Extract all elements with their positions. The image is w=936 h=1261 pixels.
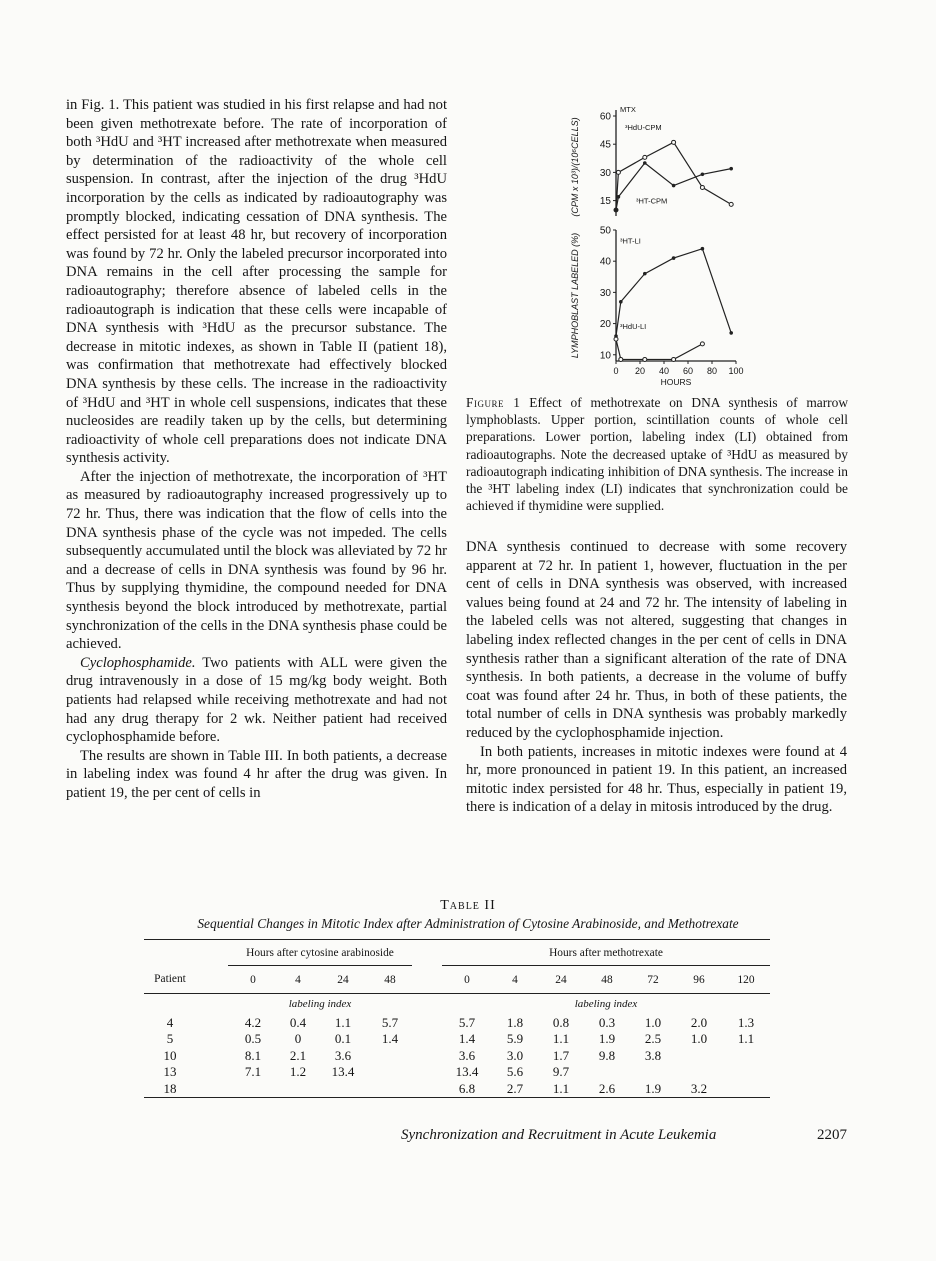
ht-li-point: [729, 331, 733, 335]
table-cell: 1.3: [737, 1014, 755, 1030]
table-cell: 0.8: [552, 1014, 570, 1030]
table-cell: 13.4: [331, 1064, 355, 1080]
table-cell: 2.5: [644, 1031, 662, 1047]
y-tick-label: 15: [599, 196, 611, 208]
column-header: 24: [337, 973, 349, 986]
table-cell: 1.0: [644, 1014, 662, 1030]
paragraph: The results are shown in Table III. In both patients, a decrease in labeling index was found 4 hr after the drug was given. In patient 19, the per cent of cells in: [66, 747, 447, 801]
y-tick-label: 50: [599, 225, 611, 237]
right-column: [466, 538, 847, 817]
series-label: ³HT-CPM: [636, 196, 668, 206]
table-cell: [676, 1048, 722, 1065]
patient-id: 13: [163, 1064, 177, 1080]
figure-1: [548, 88, 858, 388]
mtx-label: MTX: [620, 105, 636, 114]
hdu-li-point: [614, 337, 618, 341]
ht-cpm-point: [729, 167, 733, 171]
hdu-li-point: [643, 357, 647, 361]
paragraph-cyclophosphamide: [66, 654, 447, 747]
column-header-patient: Patient: [154, 973, 186, 986]
hdu-li-line: [616, 339, 702, 359]
hdu-cpm-point: [643, 155, 647, 159]
column-header: 48: [601, 973, 613, 986]
table-ii: [144, 939, 770, 1098]
x-tick-label: 100: [728, 366, 744, 376]
ht-li-point: [701, 247, 705, 251]
y-tick-label: 20: [599, 319, 611, 331]
ht-cpm-point: [672, 184, 676, 188]
table-body: [144, 1015, 770, 1098]
ht-li-point: [672, 256, 676, 260]
table-cell: 0.1: [334, 1031, 352, 1047]
caption-label: Figure 1: [466, 395, 521, 410]
table-cell: 5.7: [381, 1014, 399, 1030]
table-cell: 1.4: [381, 1031, 399, 1047]
y-tick-label: 60: [599, 111, 611, 123]
patient-id: 18: [163, 1080, 177, 1096]
y-tick-label: 10: [599, 350, 611, 362]
section-heading: Cyclophosphamide.: [80, 654, 196, 671]
series-label: ³HdU-LI: [620, 321, 647, 331]
column-header: 0: [250, 973, 256, 986]
ht-cpm-point: [614, 208, 618, 212]
table-cell: [318, 1081, 368, 1098]
x-tick-label: 60: [682, 366, 694, 376]
table-cell: 1.1: [552, 1031, 570, 1047]
table-cell: [584, 1064, 630, 1081]
page-number: 2207: [817, 1127, 847, 1143]
table-cell: 0.3: [598, 1014, 616, 1030]
table-cell: 7.1: [244, 1064, 262, 1080]
y-tick-label: 30: [599, 167, 611, 179]
table-cell: 2.0: [690, 1014, 708, 1030]
hdu-cpm-line: [616, 142, 731, 210]
table-cell: 9.8: [598, 1047, 616, 1063]
table-cell: 3.2: [690, 1080, 708, 1096]
table-cell: 2.7: [506, 1080, 524, 1096]
table-subtitle: Sequential Changes in Mitotic Index after Administration of Cytosine Arabinoside, and Methotrexate: [197, 916, 739, 931]
table-cell: 8.1: [244, 1047, 262, 1063]
table-cell: 0.4: [289, 1014, 307, 1030]
table-cell: 4.2: [244, 1014, 262, 1030]
table-cell: [630, 1064, 676, 1081]
series-label: ³HdU-CPM: [625, 123, 662, 132]
table-cell: 5.9: [506, 1031, 524, 1047]
ht-cpm-point: [643, 161, 647, 165]
table-cell: 3.0: [506, 1047, 524, 1063]
hdu-cpm-point: [616, 170, 620, 174]
group-header-ara: Hours after cytosine arabinoside: [228, 940, 412, 966]
column-header: 120: [737, 973, 755, 986]
y-tick-label: 40: [599, 256, 611, 268]
patient-id: 4: [166, 1014, 174, 1030]
table-cell: 1.9: [644, 1080, 662, 1096]
lower-y-axis-label: LYMPHOBLAST LABELED (%): [570, 232, 580, 359]
table-cell: [368, 1048, 412, 1065]
table-row: [144, 1048, 770, 1065]
subheader-labeling-index: labeling index: [288, 998, 352, 1011]
ht-cpm-point: [701, 172, 705, 176]
table-cell: 0: [294, 1031, 302, 1047]
table-row: [144, 1015, 770, 1032]
table-cell: 5.6: [506, 1064, 524, 1080]
column-header: 0: [464, 973, 470, 986]
table-cell: [368, 1064, 412, 1081]
x-tick-label: 40: [658, 366, 670, 376]
running-title: Synchronization and Recruitment in Acute Leukemia: [401, 1127, 717, 1143]
table-cell: [368, 1081, 412, 1098]
table-cell: 1.9: [598, 1031, 616, 1047]
subheader-labeling-index: labeling index: [574, 998, 638, 1011]
page-footer: [401, 1127, 851, 1144]
y-tick-label: 30: [599, 287, 611, 299]
table-cell: 6.8: [458, 1080, 476, 1096]
series-label: ³HT-LI: [620, 236, 641, 246]
table-cell: [722, 1081, 770, 1098]
table-cell: 3.8: [644, 1047, 662, 1063]
table-cell: 1.4: [458, 1031, 476, 1047]
x-tick-label: 80: [706, 366, 718, 376]
ht-cpm-point: [617, 195, 621, 199]
column-header: 24: [555, 973, 567, 986]
hdu-li-point: [700, 342, 704, 346]
left-column: [66, 96, 447, 803]
hdu-cpm-point: [729, 202, 733, 206]
paragraph: in Fig. 1. This patient was studied in his first relapse and had not been given methotrexate before. The rate of incorporation of both ³HdU and ³HT increased after methotrexate when measured by determination of the radioactivity of the whole cell suspension. In contrast, after the injection of the drug ³HdU incorporation by the cells as indicated by radioautography was promptly blocked, indicating cessation of DNA synthesis. The effect persisted for at least 48 hr, but recovery of incorporation was found by 72 hr. Only the labeled precursor incorporated into DNA remains in the cell after processing the sample for radioautography; therefore absence of labeled cells in the radioautograph is indication that these cells were incapable of DNA synthesis with ³HdU as the precursor substance. The decrease in mitotic indexes, as shown in Table II (patient 18), was confirmation that methotrexate had effectively blocked DNA synthesis by these cells. The increase in the radioactivity of ³HdU and ³HT in whole cell suspensions, indicates that these nucleosides are readily taken up by the cells, but determining radioactivity of whole cell preparations does not indicate DNA synthesis activity.: [66, 97, 447, 467]
y-tick-label: 45: [599, 139, 611, 151]
x-tick-label: 20: [634, 366, 646, 376]
ht-li-point: [643, 272, 647, 276]
table-cell: 5.7: [458, 1014, 476, 1030]
ht-li-point: [619, 300, 623, 304]
table-cell: 2.6: [598, 1080, 616, 1096]
table-cell: [722, 1048, 770, 1065]
table-title: Table II: [440, 898, 496, 913]
figure-1-chart: [548, 88, 858, 388]
patient-id: 5: [166, 1031, 174, 1047]
column-header: 4: [295, 973, 301, 986]
hdu-li-point: [672, 357, 676, 361]
x-axis-label: HOURS: [660, 377, 692, 387]
paragraph: In both patients, increases in mitotic indexes were found at 4 hr, more pronounced in patient 19. In this patient, an increased mitotic index persisted for 48 hr. Thus, especially in patient 19, there is indication of a delay in mitosis introduced by the drug.: [466, 743, 847, 816]
column-header: 72: [647, 973, 659, 986]
paragraph: After the injection of methotrexate, the incorporation of ³HT as measured by radioautography increased progressively up to 72 hr. Thus, there was indication that the flow of cells into the DNA synthesis phase of the cycle was not impeded. The cells subsequently accumulated until the block was alleviated by 72 hr and a decrease of cells in DNA synthesis was found by 96 hr. Thus by supplying thymidine, the compound needed for DNA synthesis beyond the block introduced by methotrexate, partial synchronization of the cells in the DNA synthesis phase could be achieved.: [66, 468, 447, 653]
column-header: 4: [512, 973, 518, 986]
figure-caption: [466, 394, 848, 514]
hdu-li-point: [619, 357, 623, 361]
table-row: [144, 1081, 770, 1098]
hdu-cpm-point: [700, 185, 704, 189]
table-cell: 0.5: [244, 1031, 262, 1047]
hdu-cpm-point: [672, 140, 676, 144]
table-cell: [278, 1081, 318, 1098]
table-cell: 1.0: [690, 1031, 708, 1047]
table-cell: 1.8: [506, 1014, 524, 1030]
table-cell: 1.2: [289, 1064, 307, 1080]
table-cell: [722, 1064, 770, 1081]
table-cell: 13.4: [455, 1064, 479, 1080]
column-header: 96: [693, 973, 705, 986]
table-cell: 1.1: [552, 1080, 570, 1096]
table-row: [144, 1031, 770, 1048]
table-cell: [676, 1064, 722, 1081]
caption-text: Effect of methotrexate on DNA synthesis of marrow lymphoblasts. Upper portion, scintillation counts of whole cell preparations. Lower portion, labeling index (LI) obtained from radioautographs. Note the decreased uptake of ³HdU as measured by radioautograph indicating inhibition of DNA synthesis. The increase in the ³HT labeling index (LI) indicates that synchronization could be achieved if thymidine were supplied.: [466, 395, 848, 514]
patient-id: 10: [163, 1047, 177, 1063]
column-header: 48: [384, 973, 396, 986]
upper-y-axis-label: (CPM x 10³)/(10⁶CELLS): [570, 117, 580, 217]
table-cell: 1.1: [737, 1031, 755, 1047]
group-header-mtx: Hours after methotrexate: [442, 940, 770, 966]
table-row: [144, 1064, 770, 1081]
table-cell: 2.1: [289, 1047, 307, 1063]
table-cell: 3.6: [334, 1047, 352, 1063]
mitotic-index-table: [144, 939, 770, 1098]
table-cell: 9.7: [552, 1064, 570, 1080]
table-cell: 3.6: [458, 1047, 476, 1063]
table-cell: 1.7: [552, 1047, 570, 1063]
table-cell: [228, 1081, 278, 1098]
table-cell: 1.1: [334, 1014, 352, 1030]
paragraph: DNA synthesis continued to decrease with some recovery apparent at 72 hr. In patient 1, however, fluctuation in the per cent of cells in DNA synthesis was observed, with increased values being found at 24 and 72 hr. The intensity of labeling in the labeled cells was not altered, suggesting that changes in labeling index reflected changes in the per cent of cells in DNA synthesis rather than a significant alteration of the rate of DNA synthesis. In both patients, a decrease in the volume of buffy coat was found after 24 hr. Thus, in both of these patients, the total number of cells in DNA synthesis was probably markedly reduced by the cyclophosphamide injection.: [466, 539, 847, 741]
paragraph-text: Two patients with ALL were given the drug intravenously in a dose of 15 mg/kg body weight. Both patients had relapsed while receiving methotrexate and had not had any drug therapy for 2 wk. Neither patient had received cyclophosphamide before.: [66, 654, 447, 746]
x-tick-label: 0: [613, 366, 619, 376]
